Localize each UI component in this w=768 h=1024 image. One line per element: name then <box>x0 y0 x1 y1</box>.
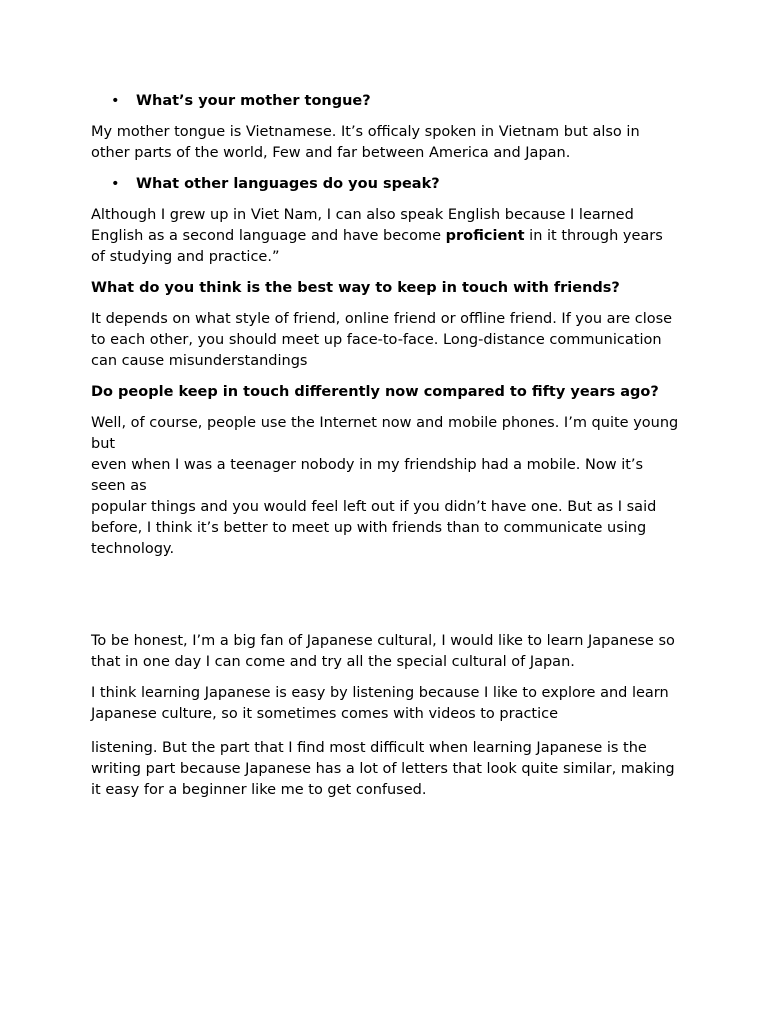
paragraph-japanese-culture: To be honest, I’m a big fan of Japanese cultural, I would like to learn Japanese so that in one day I can come and try all the special cultural of Japan. <box>91 633 675 670</box>
paragraph-learning-japanese: I think learning Japanese is easy by listening because I like to explore and learn Japanese culture, so it sometimes comes with videos to practice <box>91 685 669 722</box>
answer-other-languages <box>91 205 681 268</box>
blank-space <box>91 570 681 631</box>
question-mother-tongue: What’s your mother tongue? <box>136 93 371 109</box>
question-keep-in-touch: What do you think is the best way to keep in touch with friends? <box>91 280 620 296</box>
question-other-languages: What other languages do you speak? <box>136 176 440 192</box>
answer-other-languages-text-end: in it through years of studying and practice.” <box>91 228 663 265</box>
paragraph-writing-difficulty: listening. But the part that I find most difficult when learning Japanese is the writing part because Japanese has a lot of letters that look quite similar, making it easy for a beginner like me to get confused. <box>91 740 675 798</box>
bullet-marker: • <box>111 176 120 192</box>
answer-differences-fifty-years <box>91 413 681 560</box>
bullet-marker: • <box>111 93 120 109</box>
question-differences-fifty-years: Do people keep in touch differently now compared to fifty years ago? <box>91 384 659 400</box>
question-bullet-other-languages <box>91 174 681 195</box>
question-bullet-mother-tongue <box>91 91 681 112</box>
emphasis-proficient: proficient <box>445 228 525 244</box>
answer-line-2: even when I was a teenager nobody in my friendship had a mobile. Now it’s seen as <box>91 457 644 494</box>
answer-keep-in-touch: It depends on what style of friend, online friend or offline friend. If you are close to each other, you should meet up face-to-face. Long-distance communication can cause misunderstandings <box>91 311 673 369</box>
answer-line-3: popular things and you would feel left out if you didn’t have one. But as I said before, I think it’s better to meet up with friends than to communicate using technology. <box>91 499 657 557</box>
answer-other-languages-text-start: Although I grew up in Viet Nam, I can also speak English because I learned English as a second language and have become <box>91 207 634 244</box>
answer-line-1: Well, of course, people use the Internet now and mobile phones. I’m quite young but <box>91 415 679 452</box>
answer-mother-tongue: My mother tongue is Vietnamese. It’s officaly spoken in Vietnam but also in other parts of the world, Few and far between America and Japan. <box>91 124 640 161</box>
document-body <box>91 91 681 811</box>
